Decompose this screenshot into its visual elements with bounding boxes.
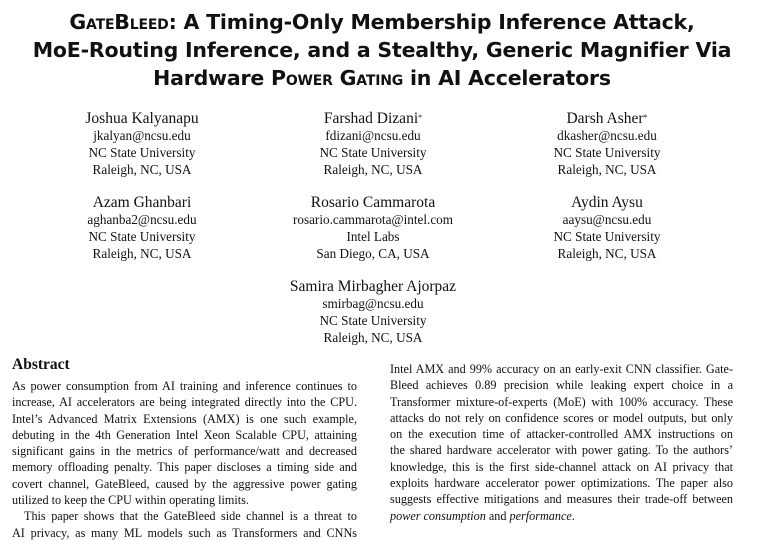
author-name-text: Azam Ghanbari: [92, 194, 192, 211]
abstract-line: This paper shows that the GateBleed side channel is a threat to: [24, 509, 357, 524]
abstract-line: the shared hardware accelerator with power gating. To the authors’: [390, 443, 733, 458]
author-location: Raleigh, NC, USA: [323, 161, 423, 177]
author-affiliation: NC State University: [319, 144, 427, 160]
author-name: [477, 109, 737, 128]
abstract-line: covert channel, GateBleed, caused by the aggressive power gating: [12, 476, 357, 491]
author-affiliation: NC State University: [88, 228, 196, 244]
abstract-line: debuting in the 4th Generation Intel Xeon Scalable CPU, attaining: [12, 427, 357, 442]
abstract-line: As power consumption from AI training and inference continues to: [12, 379, 357, 393]
abstract-line: significant gains in the metrics of performance/watt and decreased: [12, 444, 357, 459]
author-affiliation: NC State University: [553, 228, 661, 244]
author-affiliation: NC State University: [88, 144, 196, 160]
author-name: [12, 193, 272, 212]
title-power-gating: Power Gating: [271, 66, 404, 90]
equal-contribution-mark: *: [643, 113, 648, 122]
author-name: [12, 109, 272, 128]
author-email: dkasher@ncsu.edu: [557, 128, 657, 143]
abstract-period: .: [571, 508, 575, 523]
emphasis-performance: performance: [509, 508, 572, 523]
author-name-text: Farshad Dizani: [323, 110, 419, 127]
author-location: Raleigh, NC, USA: [92, 161, 192, 177]
author-email: aaysu@ncsu.edu: [562, 212, 652, 227]
paper-title: [0, 8, 764, 92]
abstract-line: on the execution time of attacker-controlled AMX instructions on: [390, 427, 733, 442]
author-name: [243, 277, 503, 296]
author-email: jkalyan@ncsu.edu: [93, 128, 191, 143]
author-block: [477, 109, 737, 178]
author-block: [243, 109, 503, 178]
author-name: [243, 109, 503, 128]
author-block: [477, 193, 737, 262]
abstract-line: Intel AMX and 99% accuracy on an early-exit CNN classifier. Gate-: [390, 362, 733, 376]
author-block: [243, 277, 503, 346]
author-name-text: Darsh Asher: [566, 110, 644, 127]
author-affiliation: NC State University: [553, 144, 661, 160]
author-name-text: Joshua Kalyanapu: [85, 110, 199, 127]
author-block: [12, 193, 272, 262]
title-line-3-b: in AI Accelerators: [403, 66, 611, 90]
author-location: Raleigh, NC, USA: [323, 329, 423, 345]
title-gatebleed: GateBleed: [69, 10, 169, 34]
abstract-line: knowledge, this is the first side-channel attack on AI privacy that: [390, 459, 733, 474]
author-affiliation: Intel Labs: [346, 228, 400, 244]
author-affiliation: NC State University: [319, 312, 427, 328]
equal-contribution-mark: *: [418, 113, 423, 122]
abstract-line: Bleed achieves 0.89 precision while leaking expert choice in a: [390, 378, 733, 393]
title-line-1: [0, 8, 764, 36]
author-block: [12, 109, 272, 178]
title-line-2: MoE-Routing Inference, and a Stealthy, Generic Magnifier Via: [32, 38, 732, 62]
author-location: Raleigh, NC, USA: [557, 245, 657, 261]
author-email: smirbag@ncsu.edu: [322, 296, 424, 311]
abstract-line: Transformer mixture-of-experts (MoE) with 100% accuracy. These: [390, 394, 733, 409]
abstract-line: utilized to keep the CPU within operating limits.: [12, 493, 249, 508]
abstract-last-line: [390, 508, 733, 524]
abstract-line: attacks do not rely on confidence scores or model outputs, but only: [390, 410, 733, 425]
abstract-right-column: [390, 361, 733, 524]
abstract-and: and: [485, 508, 510, 523]
author-location: San Diego, CA, USA: [316, 245, 430, 261]
emphasis-power-consumption: power consumption: [390, 508, 486, 523]
title-line-3-a: Hardware: [153, 66, 272, 90]
author-name: [477, 193, 737, 212]
author-name-text: Rosario Cammarota: [310, 194, 436, 211]
author-location: Raleigh, NC, USA: [92, 245, 192, 261]
abstract-line: exploits hardware accelerator power optimizations. The paper also: [390, 476, 733, 491]
author-block: [243, 193, 503, 262]
abstract-line: Intel’s Advanced Matrix Extensions (AMX) is one such example,: [12, 411, 357, 426]
abstract-line: increase, AI accelerators are being integrated directly into the CPU.: [12, 395, 357, 410]
abstract-left-column: [12, 378, 357, 541]
author-email: fdizani@ncsu.edu: [325, 128, 421, 143]
author-name-text: Aydin Aysu: [571, 194, 643, 211]
title-line-1-rest: : A Timing-Only Membership Inference Attack,: [168, 10, 695, 34]
abstract-heading: Abstract: [12, 356, 70, 373]
abstract-line: memory offloading penalty. This paper discloses a timing side and: [12, 460, 357, 475]
author-email: rosario.cammarota@intel.com: [292, 212, 454, 227]
title-line-3: [0, 64, 764, 92]
abstract-line: suggests effective mitigations and measures their trade-off between: [390, 492, 733, 507]
author-name-text: Samira Mirbagher Ajorpaz: [289, 278, 457, 295]
author-location: Raleigh, NC, USA: [557, 161, 657, 177]
author-email: aghanba2@ncsu.edu: [87, 212, 197, 227]
author-name: [243, 193, 503, 212]
abstract-line: AI privacy, as many ML models such as Transformers and CNNs: [12, 525, 357, 540]
